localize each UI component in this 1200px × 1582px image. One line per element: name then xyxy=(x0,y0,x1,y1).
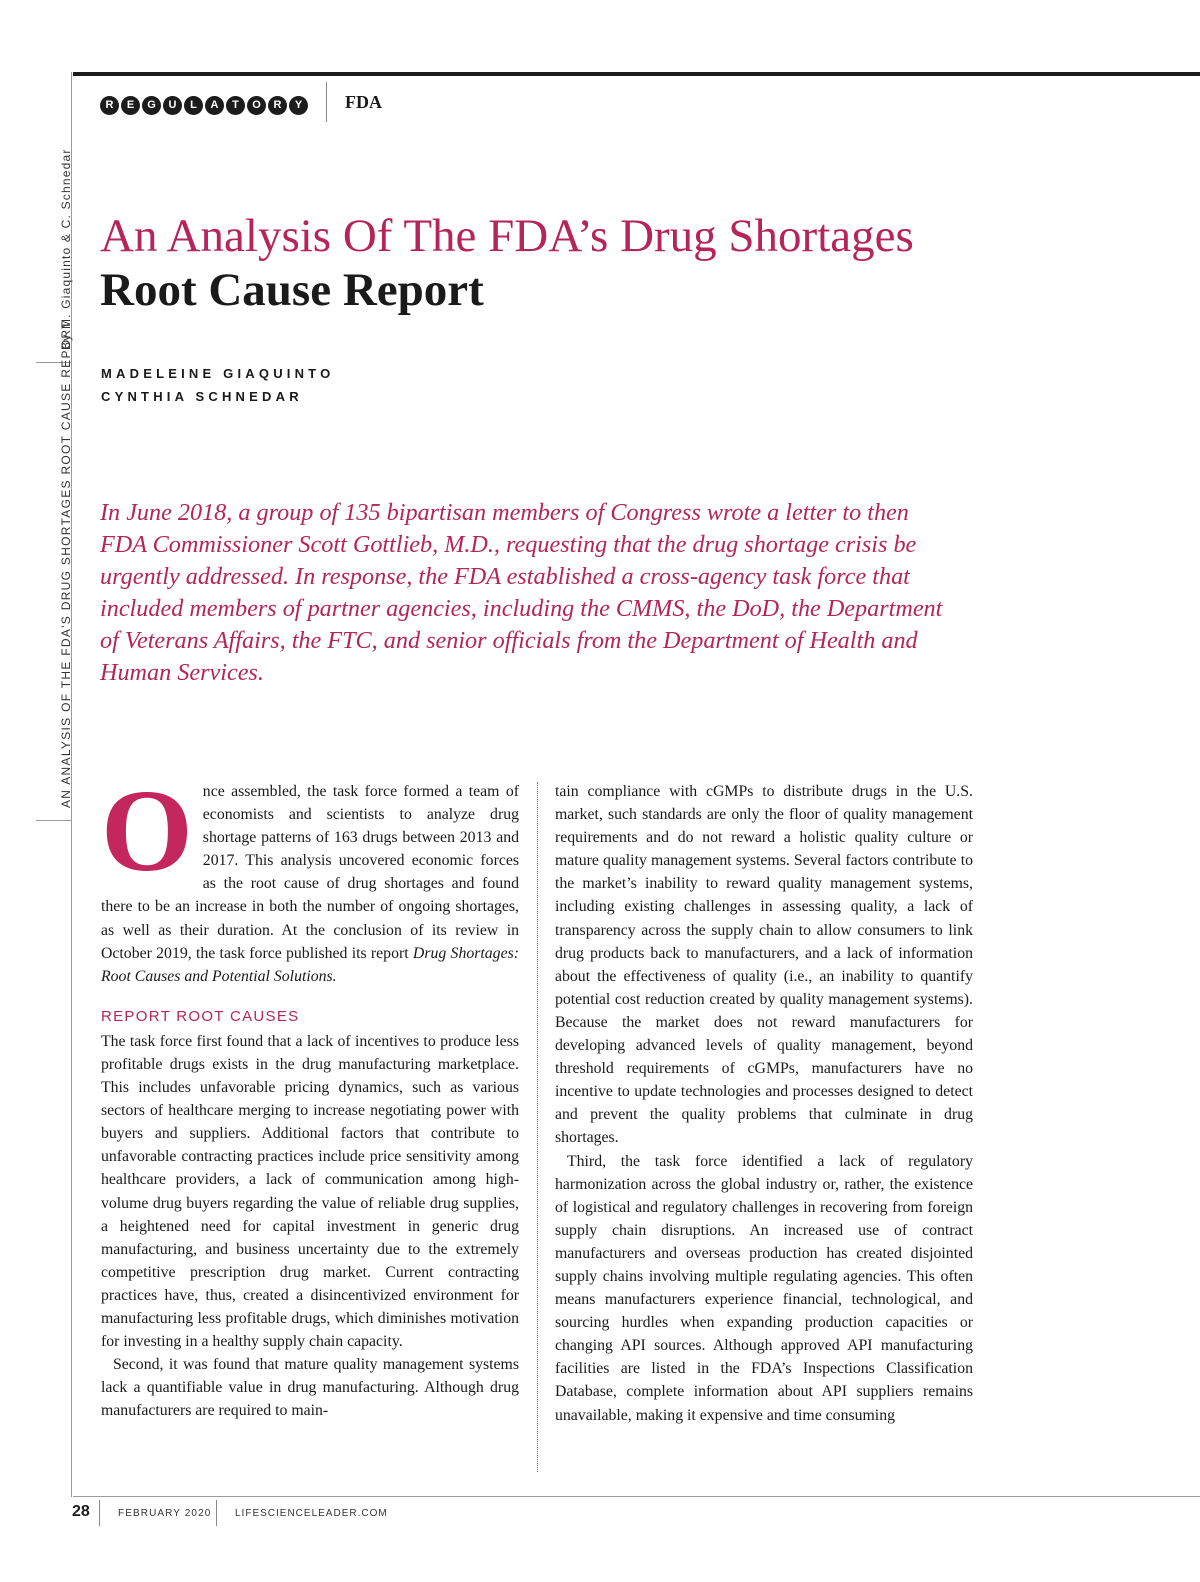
author-name: CYNTHIA SCHNEDAR xyxy=(101,389,303,404)
report-title: Drug Shortages: Root Causes and Potential Solutions. xyxy=(101,944,520,985)
regulatory-pills xyxy=(100,96,308,115)
footer-rule xyxy=(73,1496,1200,1497)
website-link[interactable]: LIFESCIENCELEADER.COM xyxy=(235,1508,388,1519)
body-paragraph: Third, the task force identified a lack of regulatory harmonization across the global industry or, rather, the existence of logistical and regulatory challenges in recovering from foreign supply chain disruptions. An increased use of contract manufacturers and overseas production has created disjointed supply chains involving multiple regulating agencies. This often means manufacturers experience financial, technological, and sourcing hurdles when expanding production capacities or changing API sources. Although approved API manufacturing facilities are listed in the FDA’s Inspections Classification Database, complete information about API suppliers remains unavailable, making it expensive and time consuming xyxy=(555,1152,973,1424)
body-column-left xyxy=(101,765,520,1422)
section-label-letter: U xyxy=(163,96,182,115)
section-label-letter: L xyxy=(184,96,203,115)
section-label-letter: E xyxy=(121,96,140,115)
top-rule xyxy=(73,72,1200,76)
sidebar-byline: By M. Giaquinto & C. Schnedar xyxy=(59,148,73,350)
intro-text: nce assembled, the task force formed a team of economists and scientists to analyze drug shortage patterns of 163 drugs between 2013 and 2017. This analysis uncovered economic forces as the root cause of drug shortages and found there to be an increase in both the number of ongoing shortages, as well as their duration. At the conclusion of its review in October 2019, the task force published its report xyxy=(101,783,519,962)
section-label-letter: Y xyxy=(289,96,308,115)
headline-line-1: An Analysis Of The FDA’s Drug Shortages xyxy=(100,210,914,262)
body-paragraph: Second, it was found that mature quality management systems lack a quantifiable value in drug manufacturing. Although drug manufacturers are required to main- xyxy=(101,1356,519,1420)
footer-separator xyxy=(99,1500,100,1526)
section-label-letter: R xyxy=(268,96,287,115)
headline-line-2: Root Cause Report xyxy=(100,264,484,316)
section-label xyxy=(100,90,308,120)
body-column-right xyxy=(555,780,973,1427)
column-divider xyxy=(537,782,538,1472)
drop-cap: O xyxy=(101,765,193,896)
section-label-letter: A xyxy=(205,96,224,115)
section-label-letter: O xyxy=(247,96,266,115)
subheading: REPORT ROOT CAUSES xyxy=(101,1007,300,1025)
section-topic: FDA xyxy=(345,92,382,112)
body-paragraph: The task force first found that a lack of incentives to produce less profitable drugs exists in the drug manufacturing marketplace. This includes unfavorable pricing dynamics, such as various sectors of healthcare merging to increase negotiating power with buyers and suppliers. Additional factors that contribute to unfavorable contracting practices include price sensitivity among healthcare providers, a lack of communication among high-volume drug buyers regarding the value of reliable drug supplies, a heightened need for capital investment in generic drug manufacturing, and business uncertainty due to the extremely competitive prescription drug market. Current contracting practices have, thus, created a disincentivized environment for manufacturing less profitable drugs, which diminishes motivation for investing in a healthy supply chain capacity. xyxy=(101,1032,519,1351)
section-label-letter: T xyxy=(226,96,245,115)
body-paragraph-continued: tain compliance with cGMPs to distribute drugs in the U.S. market, such standards are only the floor of quality management requirements and do not reward a holistic quality culture or mature quality management systems. Several factors contribute to the market’s inability to reward quality management systems, including existing challenges in assessing quality, a lack of transparency across the supply chain to allow consumers to link drug products back to manufacturers, and a lack of information about the effectiveness of quality (i.e., an inability to quantify potential cost reduction created by quality management systems). Because the market does not reward manufacturers for developing advanced levels of quality management, beyond threshold requirements of cGMPs, manufacturers have no incentive to update technologies and processes designed to detect and prevent the quality problems that culminate in drug shortages. xyxy=(555,783,973,1147)
sidebar-divider xyxy=(36,820,72,821)
article-deck: In June 2018, a group of 135 bipartisan members of Congress wrote a letter to then FDA Commissioner Scott Gottlieb, M.D., requesting that the drug shortage crisis be urgently addressed. In response, the FDA established a cross-agency task force that included members of partner agencies, including the CMMS, the DoD, the Department of Veterans Affairs, the FTC, and senior officials from the Department of Health and Human Services. xyxy=(100,499,943,686)
section-label-letter: G xyxy=(142,96,161,115)
page-number: 28 xyxy=(72,1503,90,1520)
author-name: MADELEINE GIAQUINTO xyxy=(101,366,335,381)
section-separator xyxy=(326,82,327,122)
issue-date: FEBRUARY 2020 xyxy=(118,1508,212,1519)
sidebar-running-title: AN ANALYSIS OF THE FDA'S DRUG SHORTAGES ROOT CAUSE REPORT xyxy=(59,320,73,808)
footer-separator xyxy=(216,1500,217,1526)
section-label-letter: R xyxy=(100,96,119,115)
intro-paragraph xyxy=(101,765,520,988)
